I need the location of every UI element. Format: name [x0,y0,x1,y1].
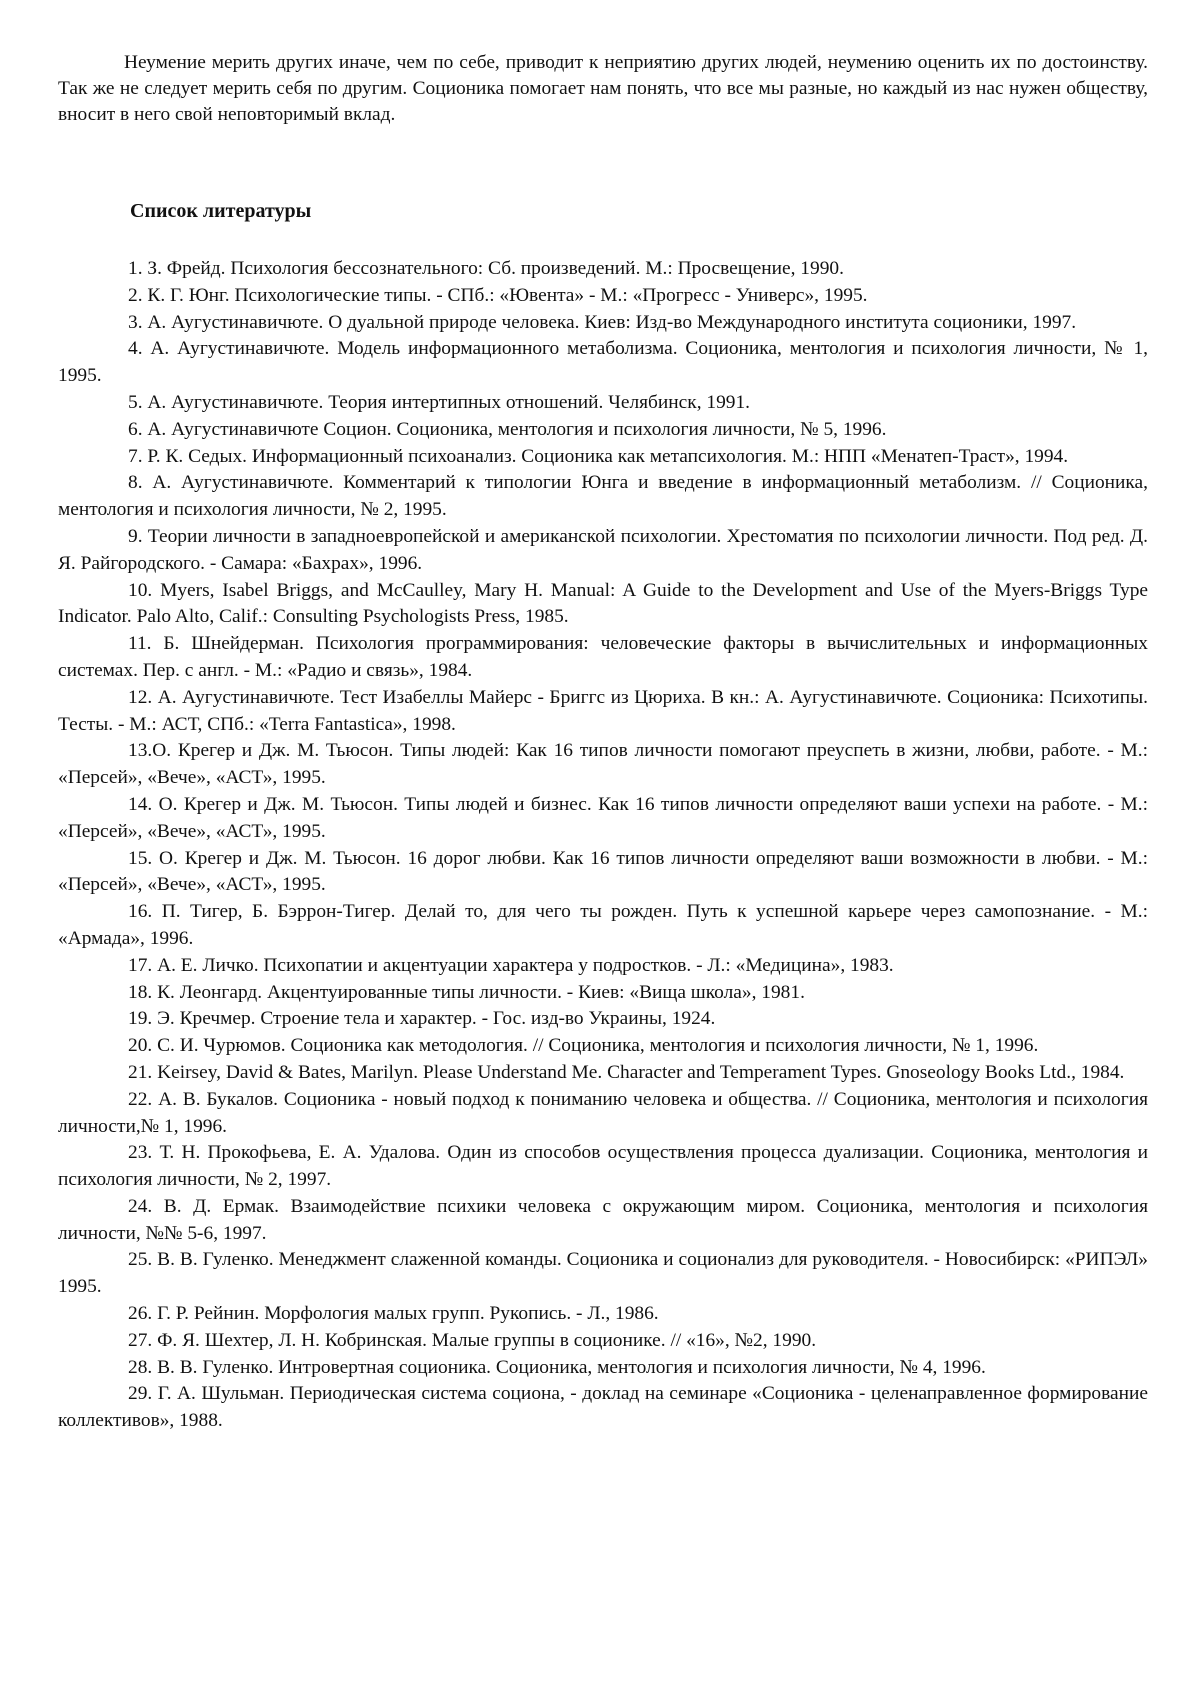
reference-item: 8. А. Аугустинавичюте. Комментарий к типологии Юнга и введение в информационный метаболизм. // Соционика, ментология и психология личности, № 2, 1995. [58,470,1148,524]
reference-item: 10. Myers, Isabel Briggs, and McCaulley, Mary H. Manual: A Guide to the Development and Use of the Myers-Briggs Type Indicator. Palo Alto, Calif.: Consulting Psychologists Press, 1985. [58,578,1148,632]
reference-item: 9. Теории личности в западноевропейской и американской психологии. Хрестоматия по психологии личности. Под ред. Д. Я. Райгородского. - Самара: «Бахрах», 1996. [58,524,1148,578]
reference-item: 17. А. Е. Личко. Психопатии и акцентуации характера у подростков. - Л.: «Медицина», 1983. [58,953,1148,980]
reference-item: 23. Т. Н. Прокофьева, Е. А. Удалова. Один из способов осуществления процесса дуализации. Соционика, ментология и психология личности, № 2, 1997. [58,1140,1148,1194]
reference-item: 1. З. Фрейд. Психология бессознательного: Сб. произведений. М.: Просвещение, 1990. [58,256,1148,283]
reference-item: 27. Ф. Я. Шехтер, Л. Н. Кобринская. Малые группы в соционике. // «16», №2, 1990. [58,1328,1148,1355]
reference-item: 19. Э. Кречмер. Строение тела и характер. - Гос. изд-во Украины, 1924. [58,1006,1148,1033]
intro-paragraph: Неумение мерить других иначе, чем по себе, приводит к неприятию других людей, неумению оценить их по достоинству. Так же не следует мерить себя по другим. Соционика помогает нам понять, что все мы разные, но каждый из нас нужен обществу, вносит в него свой неповторимый вклад. [58,50,1148,128]
reference-item: 14. О. Крегер и Дж. М. Тьюсон. Типы людей и бизнес. Как 16 типов личности определяют ваши успехи на работе. - М.: «Персей», «Вече», «АСТ», 1995. [58,792,1148,846]
reference-item: 13.О. Крегер и Дж. М. Тьюсон. Типы людей: Как 16 типов личности помогают преуспеть в жизни, любви, работе. - М.: «Персей», «Вече», «АСТ», 1995. [58,738,1148,792]
reference-item: 16. П. Тигер, Б. Бэррон-Тигер. Делай то, для чего ты рожден. Путь к успешной карьере через самопознание. - М.: «Армада», 1996. [58,899,1148,953]
reference-item: 20. С. И. Чурюмов. Соционика как методология. // Соционика, ментология и психология личности, № 1, 1996. [58,1033,1148,1060]
reference-item: 29. Г. А. Шульман. Периодическая система социона, - доклад на семинаре «Соционика - целенаправленное формирование коллективов», 1988. [58,1381,1148,1435]
reference-item: 21. Keirsey, David & Bates, Marilyn. Please Understand Me. Character and Temperament Types. Gnoseology Books Ltd., 1984. [58,1060,1148,1087]
reference-item: 11. Б. Шнейдерман. Психология программирования: человеческие факторы в вычислительных и информационных системах. Пер. с англ. - М.: «Радио и связь», 1984. [58,631,1148,685]
document-page [58,50,1148,1435]
references-list [58,256,1148,1435]
reference-item: 12. А. Аугустинавичюте. Тест Изабеллы Майерс - Бриггс из Цюриха. В кн.: А. Аугустинавичюте. Соционика: Психотипы. Тесты. - М.: АСТ, СПб.: «Terra Fantastica», 1998. [58,685,1148,739]
reference-item: 24. В. Д. Ермак. Взаимодействие психики человека с окружающим миром. Соционика, ментология и психология личности, №№ 5-6, 1997. [58,1194,1148,1248]
references-heading: Список литературы [58,198,1148,224]
reference-item: 25. В. В. Гуленко. Менеджмент слаженной команды. Соционика и соционализ для руководителя. - Новосибирск: «РИПЭЛ» 1995. [58,1247,1148,1301]
reference-item: 28. В. В. Гуленко. Интровертная соционика. Соционика, ментология и психология личности, № 4, 1996. [58,1355,1148,1382]
reference-item: 3. А. Аугустинавичюте. О дуальной природе человека. Киев: Изд-во Международного института соционики, 1997. [58,310,1148,337]
reference-item: 2. К. Г. Юнг. Психологические типы. - СПб.: «Ювента» - М.: «Прогресс - Универс», 1995. [58,283,1148,310]
reference-item: 5. А. Аугустинавичюте. Теория интертипных отношений. Челябинск, 1991. [58,390,1148,417]
reference-item: 4. А. Аугустинавичюте. Модель информационного метаболизма. Соционика, ментология и психология личности, № 1, 1995. [58,336,1148,390]
reference-item: 15. О. Крегер и Дж. М. Тьюсон. 16 дорог любви. Как 16 типов личности определяют ваши возможности в любви. - М.: «Персей», «Вече», «АСТ», 1995. [58,846,1148,900]
reference-item: 22. А. В. Букалов. Соционика - новый подход к пониманию человека и общества. // Соционика, ментология и психология личности,№ 1, 1996. [58,1087,1148,1141]
reference-item: 26. Г. Р. Рейнин. Морфология малых групп. Рукопись. - Л., 1986. [58,1301,1148,1328]
reference-item: 18. К. Леонгард. Акцентуированные типы личности. - Киев: «Вища школа», 1981. [58,980,1148,1007]
reference-item: 7. Р. К. Седых. Информационный психоанализ. Соционика как метапсихология. М.: НПП «Менатеп-Траст», 1994. [58,444,1148,471]
reference-item: 6. А. Аугустинавичюте Социон. Соционика, ментология и психология личности, № 5, 1996. [58,417,1148,444]
